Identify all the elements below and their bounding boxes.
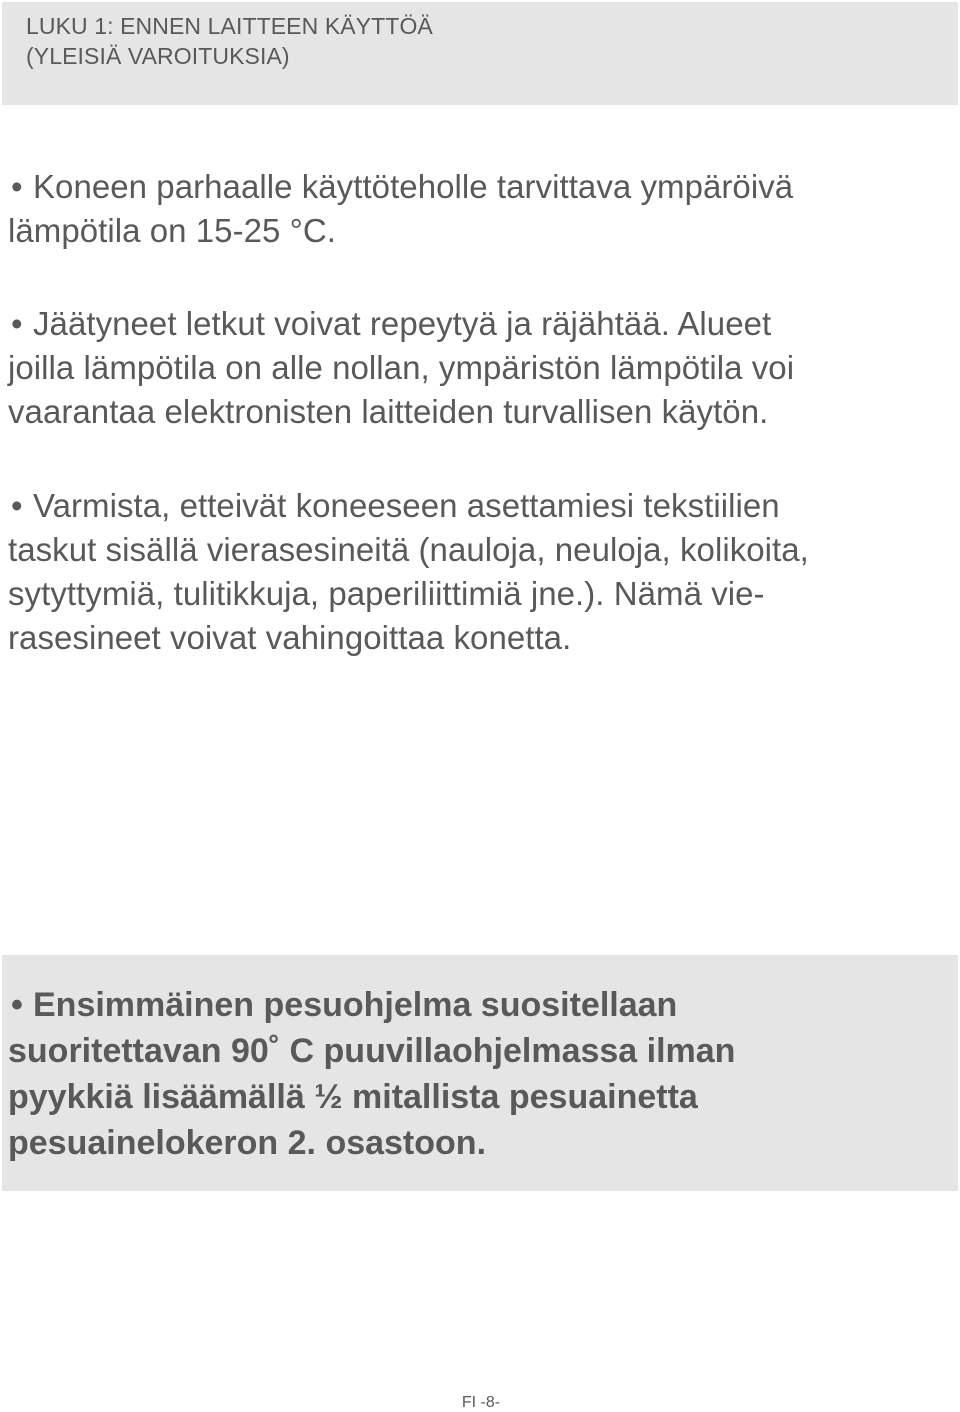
paragraph-line: • Koneen parhaalle käyttöteholle tarvittava ympäröivä	[8, 165, 953, 209]
paragraph-line: pesuainelokeron 2. osastoon.	[8, 1124, 487, 1162]
paragraph-line: • Varmista, etteivät koneeseen asettamiesi tekstiilien	[8, 484, 953, 528]
bullet-icon: •	[11, 168, 23, 205]
paragraph-line: • Jäätyneet letkut voivat repeytyä ja räjähtää. Alueet	[8, 302, 953, 346]
paragraph-line: vaarantaa elektronisten laitteiden turvallisen käytön.	[8, 393, 769, 430]
paragraph-line: rasesineet voivat vahingoittaa konetta.	[8, 619, 572, 656]
warning-temperature	[8, 165, 953, 253]
paragraph-line: sytyttymiä, tulitikkuja, paperiliittimiä jne.). Nämä vie-	[8, 575, 765, 612]
chapter-title: LUKU 1: ENNEN LAITTEEN KÄYTTÖÄ	[26, 13, 433, 39]
paragraph-line: taskut sisällä vierasesineitä (nauloja, neuloja, kolikoita,	[8, 531, 809, 568]
first-wash-text	[8, 982, 958, 1166]
bullet-icon: •	[11, 305, 23, 342]
chapter-header	[2, 2, 958, 105]
paragraph-line: suoritettavan 90˚ C puuvillaohjelmassa ilman	[8, 1032, 736, 1070]
paragraph-line: pyykkiä lisäämällä ½ mitallista pesuainetta	[8, 1078, 698, 1116]
chapter-subtitle: (YLEISIÄ VAROITUKSIA)	[26, 43, 290, 69]
paragraph-line: joilla lämpötila on alle nollan, ympäristön lämpötila voi	[8, 349, 795, 386]
bullet-icon: •	[11, 986, 23, 1024]
paragraph-line: • Ensimmäinen pesuohjelma suositellaan	[8, 982, 958, 1028]
warning-frozen-hoses	[8, 302, 953, 434]
bullet-icon: •	[11, 487, 23, 524]
paragraph-line: lämpötila on 15-25 °C.	[8, 212, 336, 249]
page-number: FI -8-	[461, 1394, 501, 1411]
first-wash-note	[2, 955, 958, 1191]
warning-foreign-objects	[8, 484, 953, 660]
